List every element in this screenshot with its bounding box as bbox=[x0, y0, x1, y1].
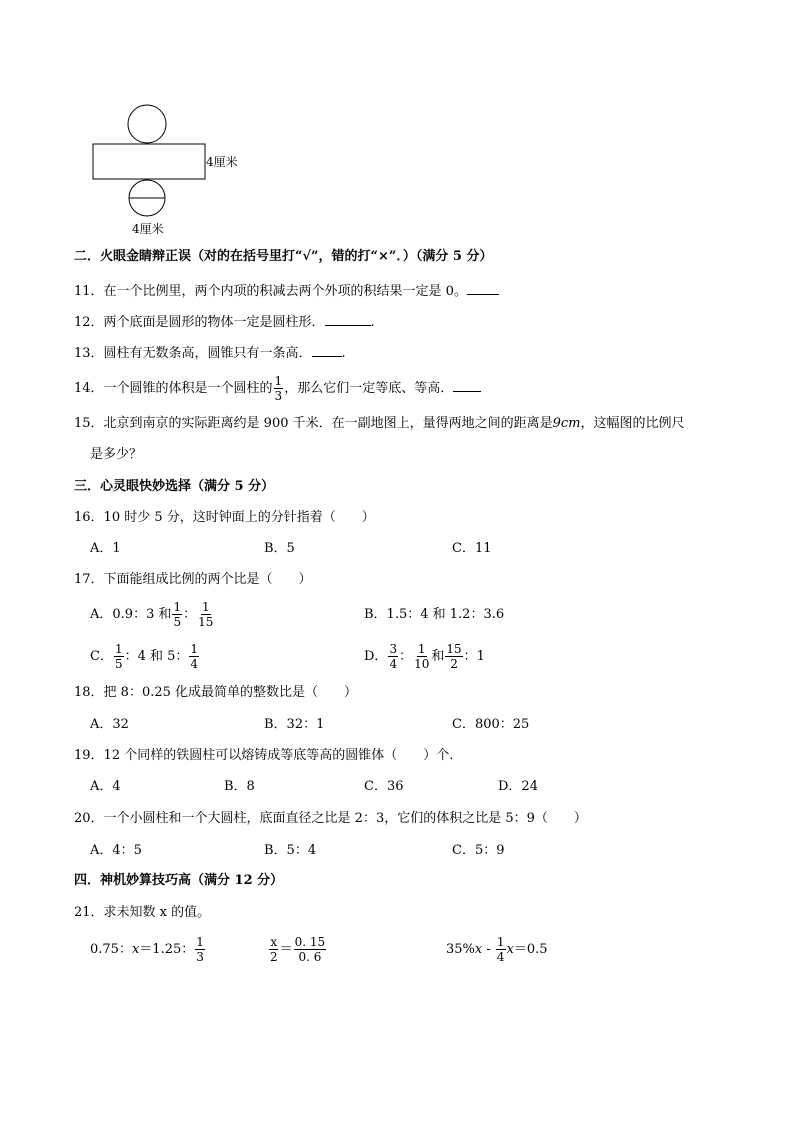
question-15 bbox=[74, 415, 685, 433]
answer-blank[interactable] bbox=[453, 379, 481, 392]
equation-1-start: 0.75： bbox=[90, 942, 132, 957]
question-15-continued: 是多少？ bbox=[90, 447, 143, 462]
question-20-option-b[interactable]: B．5：4 bbox=[264, 843, 317, 858]
question-17-option-c[interactable] bbox=[90, 640, 200, 674]
question-19-option-d[interactable]: D．24 bbox=[498, 779, 538, 794]
question-14 bbox=[74, 374, 481, 404]
diameter-label: 4厘米 bbox=[132, 222, 164, 236]
question-17-option-a[interactable] bbox=[90, 598, 215, 632]
answer-blank[interactable] bbox=[325, 313, 371, 326]
fraction-015-over-06: $\frac{0. 15}{0. 6}$ bbox=[294, 935, 326, 964]
equals-sign: ＝ bbox=[279, 942, 293, 957]
question-18-option-a[interactable]: A．32 bbox=[90, 717, 129, 732]
question-21: 21．求未知数 x 的值。 bbox=[74, 905, 211, 920]
fraction-one-fourth: $\frac{1}{4}$ bbox=[496, 935, 505, 964]
question-20-option-a[interactable]: A．4：5 bbox=[90, 843, 142, 858]
minus-sign: - bbox=[482, 942, 495, 957]
question-15-text-b: ，这幅图的比例尺 bbox=[580, 416, 685, 431]
question-18-option-c[interactable]: C．800：25 bbox=[452, 717, 530, 732]
question-17-option-b[interactable]: B．1.5：4 和 1.2：3.6 bbox=[364, 607, 505, 622]
question-14-text-a: 14．一个圆锥的体积是一个圆柱的 bbox=[74, 381, 273, 396]
question-17-option-d[interactable] bbox=[364, 640, 485, 674]
colon: ： bbox=[399, 649, 413, 664]
cylinder-net-figure bbox=[88, 102, 258, 237]
section-2-title: 二．火眼金睛辩正误（对的在括号里打“√”，错的打“×”．）（满分 5 分） bbox=[74, 249, 493, 264]
fraction-one-fifth: $\frac{1}{5}$ bbox=[173, 600, 182, 629]
equation-3-start: 35% bbox=[446, 942, 475, 957]
question-12 bbox=[74, 313, 375, 332]
period: . bbox=[370, 315, 375, 330]
fraction-one-fifth: $\frac{1}{5}$ bbox=[114, 642, 123, 671]
answer-blank[interactable] bbox=[467, 282, 499, 295]
section-3-title: 三．心灵眼快妙选择（满分 5 分） bbox=[74, 479, 275, 494]
fraction-fifteen-halves: $\frac{15}{2}$ bbox=[446, 642, 462, 671]
question-12-text: 12．两个底面是圆形的物体一定是圆柱形． bbox=[74, 315, 325, 330]
equation-2 bbox=[268, 932, 327, 968]
fraction-one-fifteenth: $\frac{1}{15}$ bbox=[198, 600, 214, 629]
period: . bbox=[341, 346, 346, 361]
question-13 bbox=[74, 344, 346, 363]
question-11 bbox=[74, 282, 499, 301]
fraction-one-third: $\frac{1}{3}$ bbox=[196, 935, 204, 964]
question-16-option-b[interactable]: B．5 bbox=[264, 541, 295, 556]
fraction-one-tenth: $\frac{1}{10}$ bbox=[414, 642, 430, 671]
question-15-unit: 9cm bbox=[552, 416, 581, 431]
section-4-title: 四．神机妙算技巧高（满分 12 分） bbox=[74, 873, 284, 888]
equation-1-middle: ＝1.25： bbox=[139, 942, 195, 957]
option-d-end: ：1 bbox=[463, 649, 485, 664]
question-20: 20．一个小圆柱和一个大圆柱，底面直径之比是 2：3，它们的体积之比是 5：9（ ） bbox=[74, 811, 587, 826]
question-18: 18．把 8：0.25 化成最简单的整数比是（ ） bbox=[74, 685, 358, 700]
question-11-text: 11．在一个比例里，两个内项的积减去两个外项的积结果一定是 0。 bbox=[74, 284, 467, 299]
question-20-option-c[interactable]: C．5：9 bbox=[452, 843, 505, 858]
question-15-text-a: 15．北京到南京的实际距离约是 900 千米．在一副地图上，量得两地之间的距离是 bbox=[74, 416, 553, 431]
option-c-middle: ：4 和 5： bbox=[124, 649, 189, 664]
question-19: 19．12 个同样的铁圆柱可以熔铸成等底等高的圆锥体（ ）个． bbox=[74, 748, 463, 763]
colon: ： bbox=[183, 607, 197, 622]
answer-blank[interactable] bbox=[312, 344, 342, 357]
question-13-text: 13．圆柱有无数条高，圆锥只有一条高． bbox=[74, 346, 312, 361]
top-circle bbox=[128, 105, 166, 143]
question-19-option-b[interactable]: B．8 bbox=[224, 779, 255, 794]
equation-3-end: ＝0.5 bbox=[513, 942, 548, 957]
lateral-rectangle bbox=[93, 144, 205, 179]
equation-1 bbox=[90, 932, 206, 968]
question-16-option-c[interactable]: C．11 bbox=[452, 541, 492, 556]
side-length-label: 4厘米 bbox=[206, 155, 238, 169]
question-16: 16．10 时少 5 分，这时钟面上的分针指着（ ） bbox=[74, 510, 375, 525]
question-19-option-c[interactable]: C．36 bbox=[364, 779, 404, 794]
question-19-option-a[interactable]: A．4 bbox=[90, 779, 121, 794]
and-text: 和 bbox=[431, 649, 445, 664]
fraction-one-fourth: $\frac{1}{4}$ bbox=[190, 642, 199, 671]
fraction-three-fourths: $\frac{3}{4}$ bbox=[389, 642, 398, 671]
option-c-text: C． bbox=[90, 649, 113, 664]
question-18-option-b[interactable]: B．32：1 bbox=[264, 717, 325, 732]
option-a-text: A．0.9：3 和 bbox=[90, 607, 172, 622]
question-16-option-a[interactable]: A．1 bbox=[90, 541, 121, 556]
variable-x: x bbox=[131, 942, 140, 957]
option-d-text: D． bbox=[364, 649, 388, 664]
variable-x: x bbox=[474, 942, 483, 957]
question-14-text-b: ，那么它们一定等底、等高． bbox=[284, 381, 454, 396]
variable-x: x bbox=[506, 942, 514, 957]
fraction-x-over-two: $\frac{x}{2}$ bbox=[270, 935, 278, 964]
fraction-one-third: $\frac{1}{3}$ bbox=[274, 374, 283, 403]
question-17: 17．下面能组成比例的两个比是（ ） bbox=[74, 572, 312, 587]
equation-3 bbox=[446, 932, 548, 968]
